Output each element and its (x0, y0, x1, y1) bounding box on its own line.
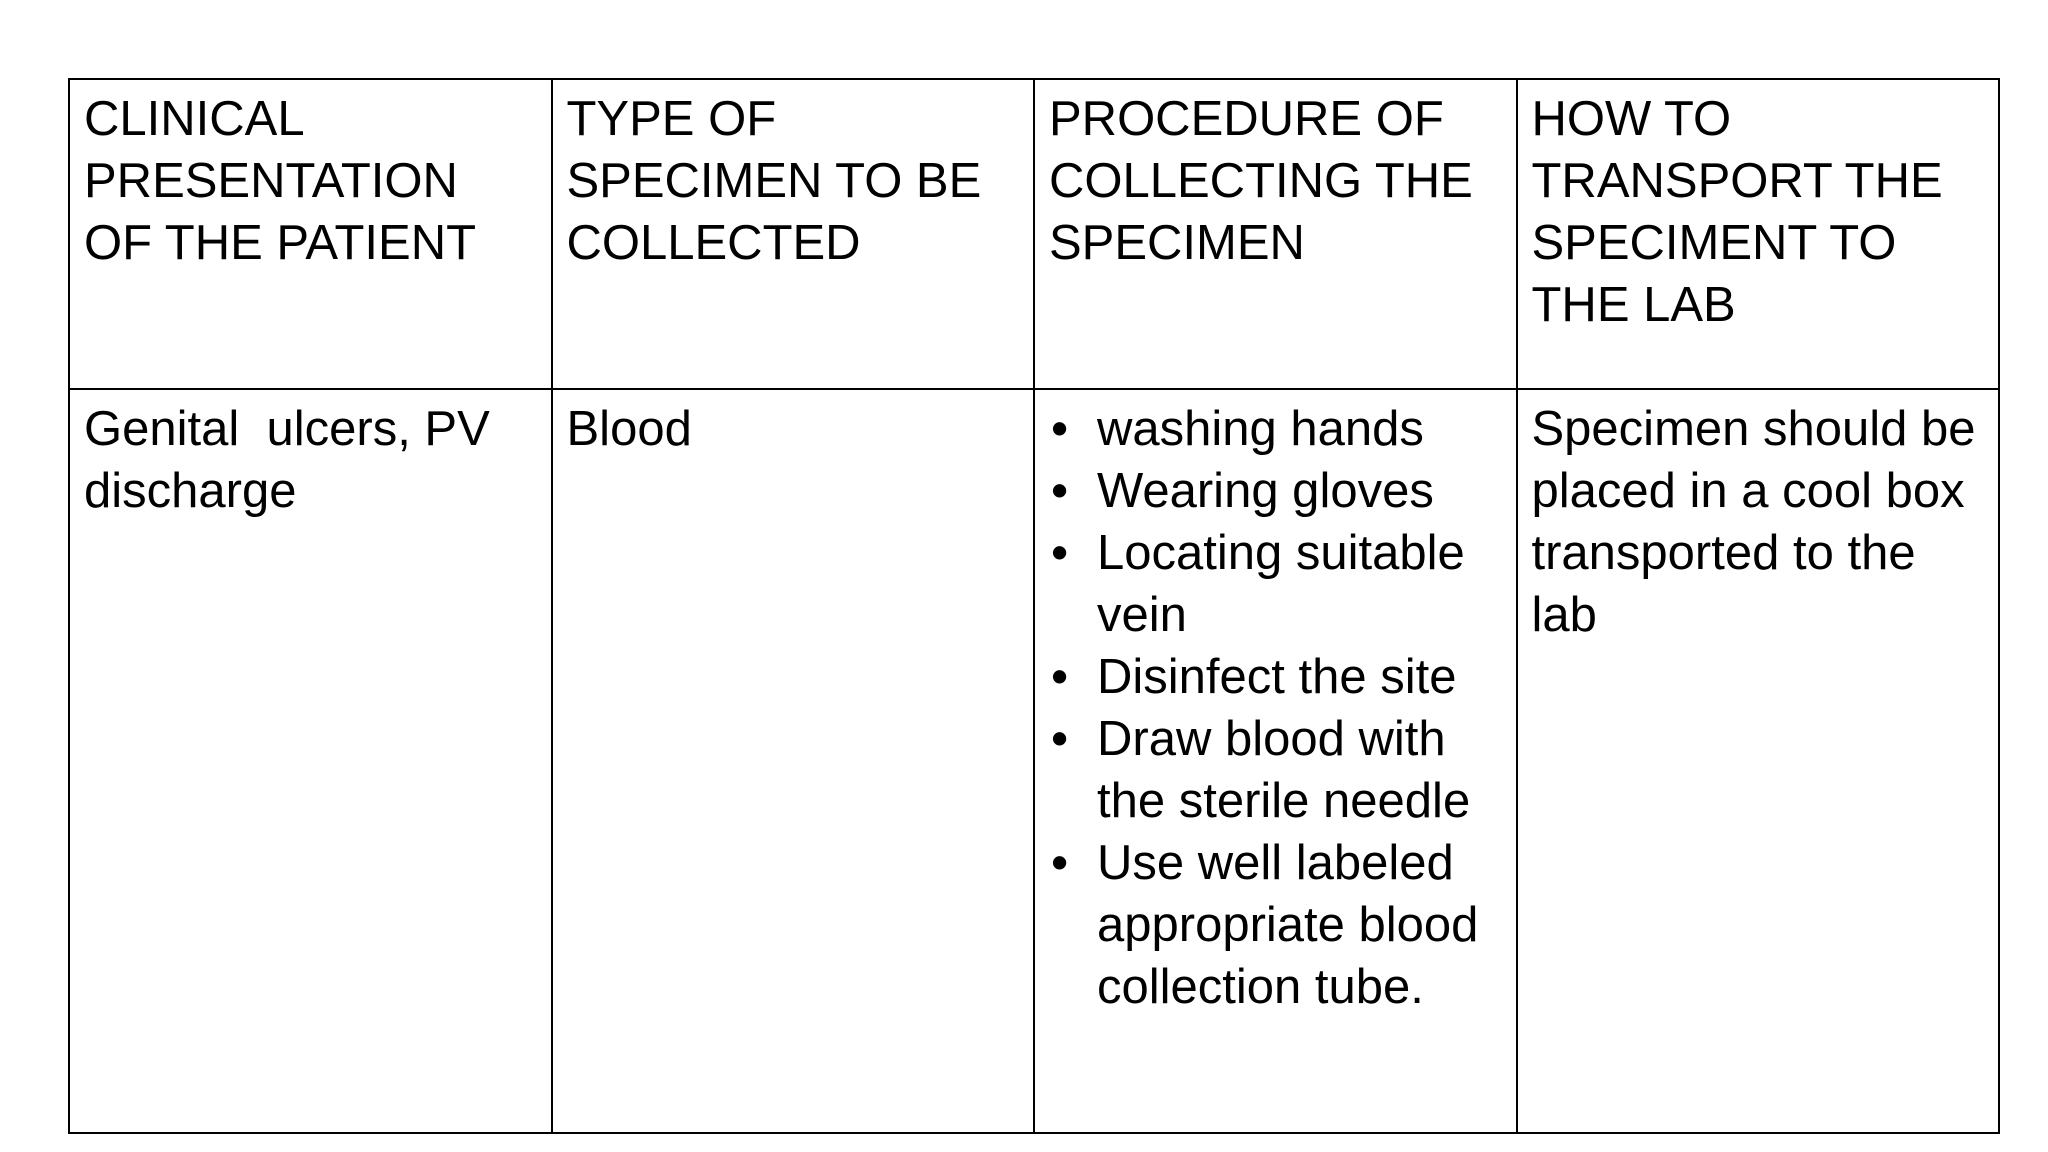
list-item (1049, 460, 1502, 522)
header-specimen-type-text: TYPE OF SPECIMEN TO BE COLLECTED (566, 92, 995, 270)
list-item (1049, 522, 1502, 646)
bullet-icon: • (1051, 526, 1069, 580)
cell-specimen-type (552, 389, 1035, 1133)
procedure-step-text: Disinfect the site (1097, 650, 1457, 704)
list-item (1049, 646, 1502, 708)
table-row (69, 389, 1999, 1133)
list-item (1049, 708, 1502, 832)
bullet-icon: • (1051, 402, 1069, 456)
procedure-step-text: washing hands (1097, 402, 1424, 456)
cell-procedure (1034, 389, 1517, 1133)
header-transport-text: HOW TO TRANSPORT THE SPECIMENT TO THE LAB (1531, 92, 1957, 332)
bullet-icon: • (1051, 464, 1069, 518)
header-specimen-type (552, 79, 1035, 389)
specimen-table-container (68, 78, 2000, 1132)
procedure-step-text: Wearing gloves (1097, 464, 1434, 518)
bullet-icon: • (1051, 836, 1069, 890)
header-procedure-text: PROCEDURE OF COLLECTING THE SPECIMEN (1049, 92, 1487, 270)
procedure-step-text: Use well labeled appropriate blood collection tube. (1097, 836, 1479, 1014)
header-clinical-presentation-text: CLINICAL PRESENTATION OF THE PATIENT (84, 92, 477, 270)
clinical-presentation-text: Genital ulcers, PV discharge (84, 402, 504, 518)
procedure-step-list (1049, 398, 1502, 1018)
table-header-row (69, 79, 1999, 389)
list-item (1049, 832, 1502, 1018)
list-item (1049, 398, 1502, 460)
cell-transport (1517, 389, 2000, 1133)
header-transport (1517, 79, 2000, 389)
specimen-type-text: Blood (566, 402, 692, 456)
header-procedure (1034, 79, 1517, 389)
cell-clinical-presentation (69, 389, 552, 1133)
transport-text: Specimen should be placed in a cool box transported to the lab (1531, 402, 1990, 642)
header-clinical-presentation (69, 79, 552, 389)
bullet-icon: • (1051, 650, 1069, 704)
bullet-icon: • (1051, 712, 1069, 766)
specimen-table (68, 78, 2000, 1134)
procedure-step-text: Draw blood with the sterile needle (1097, 712, 1471, 828)
procedure-step-text: Locating suitable vein (1097, 526, 1465, 642)
